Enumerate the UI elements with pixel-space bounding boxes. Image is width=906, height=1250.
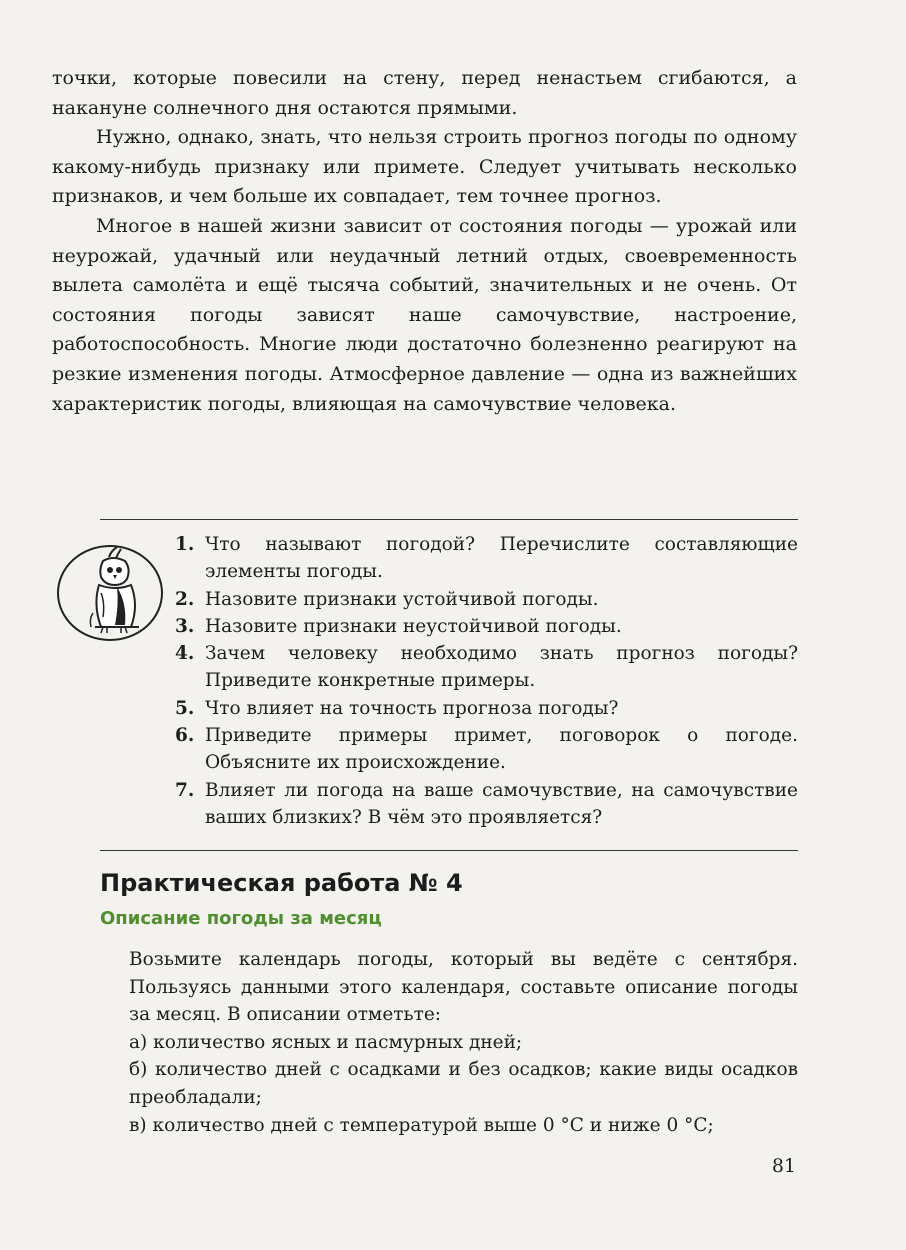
question-text: Влияет ли погода на ваше самочувствие, на самочувствие ваших близких? В чём это проявляется? bbox=[205, 779, 798, 828]
question-number: 4. bbox=[175, 643, 195, 665]
practical-work-item: а) количество ясных и пасмурных дней; bbox=[129, 1031, 523, 1053]
list-item bbox=[175, 531, 798, 586]
list-item bbox=[175, 613, 798, 640]
question-text: Назовите признаки неустойчивой погоды. bbox=[205, 615, 622, 637]
question-text: Что называют погодой? Перечислите составляющие элементы погоды. bbox=[205, 534, 798, 583]
intro-paragraph: точки, которые повесили на стену, перед ненастьем сгибаются, а накануне солнечного дня остаются прямыми. bbox=[52, 67, 797, 119]
page-number: 81 bbox=[771, 1155, 796, 1177]
question-number: 5. bbox=[175, 697, 195, 719]
practical-work-subtitle: Описание погоды за месяц bbox=[100, 908, 382, 929]
intro-paragraph: Многое в нашей жизни зависит от состояния погоды — урожай или неурожай, удачный или неудачный летний отдых, своевременность вылета самолёта и ещё тысяча событий, значительных и не очень. От состояния погоды зависят наше самочувствие, настроение, работоспособность. Многие люди достаточно болезненно реагируют на резкие изменения погоды. Атмосферное давление — одна из важнейших характеристик погоды, влияющая на самочувствие человека. bbox=[52, 214, 797, 415]
practical-work-item: в) количество дней с температурой выше 0 °С и ниже 0 °С; bbox=[129, 1114, 714, 1136]
question-text: Зачем человеку необходимо знать прогноз погоды? Приведите конкретные примеры. bbox=[205, 643, 798, 692]
section-divider-top bbox=[100, 519, 798, 520]
intro-text bbox=[52, 64, 797, 419]
list-item bbox=[175, 722, 798, 777]
question-number: 2. bbox=[175, 588, 195, 610]
list-item bbox=[175, 640, 798, 695]
question-number: 7. bbox=[175, 779, 195, 801]
list-item bbox=[175, 777, 798, 832]
review-questions bbox=[175, 531, 798, 831]
question-text: Приведите примеры примет, поговорок о погоде. Объясните их происхождение. bbox=[205, 725, 798, 774]
question-number: 3. bbox=[175, 615, 195, 637]
section-divider-bottom bbox=[100, 850, 798, 851]
practical-work-item: б) количество дней с осадками и без осадков; какие виды осадков преобладали; bbox=[129, 1059, 798, 1108]
practical-work-body bbox=[129, 946, 798, 1139]
list-item bbox=[175, 695, 798, 722]
list-item bbox=[175, 586, 798, 613]
practical-work-title: Практическая работа № 4 bbox=[100, 869, 463, 897]
question-text: Что влияет на точность прогноза погоды? bbox=[205, 697, 619, 719]
intro-paragraph: Нужно, однако, знать, что нельзя строить прогноз погоды по одному какому-нибудь признаку или примете. Следует учитывать несколько признаков, и чем больше их совпадает, тем точнее прогноз. bbox=[52, 126, 797, 208]
question-number: 1. bbox=[175, 534, 195, 555]
question-number: 6. bbox=[175, 725, 195, 747]
practical-work-paragraph: Возьмите календарь погоды, который вы ведёте с сентября. Пользуясь данными этого календаря, составьте описание погоды за месяц. В описании отметьте: bbox=[129, 949, 798, 1026]
owl-icon bbox=[55, 533, 173, 651]
question-text: Назовите признаки устойчивой погоды. bbox=[205, 588, 599, 610]
